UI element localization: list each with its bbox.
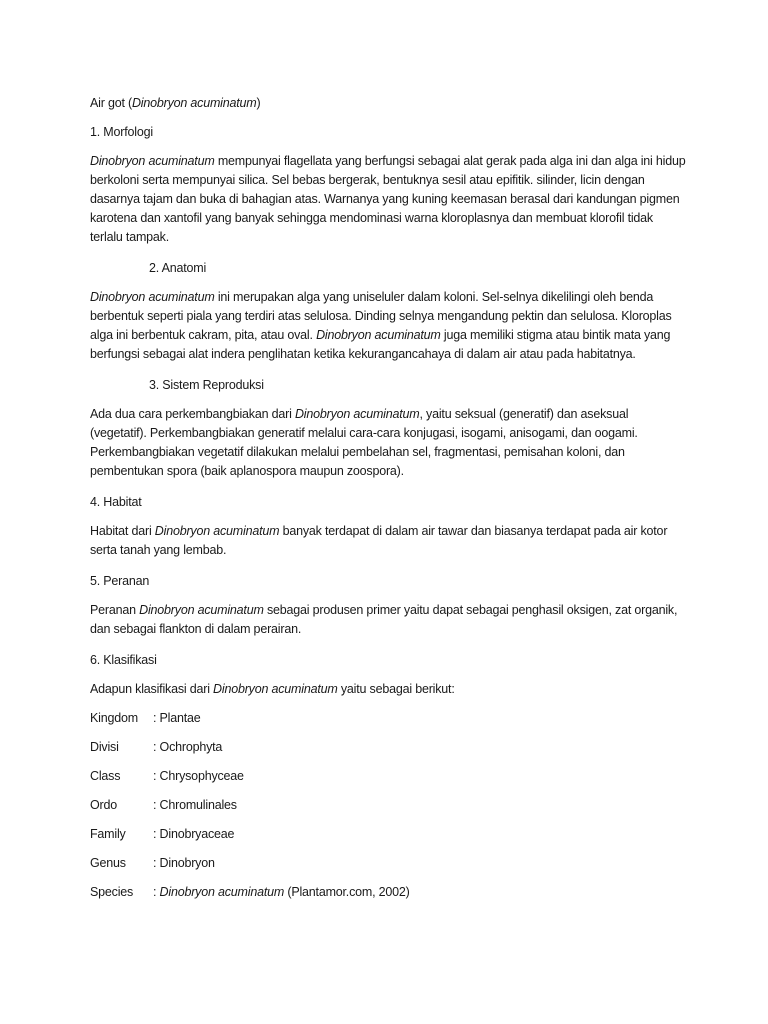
classification-value: : Plantae: [153, 711, 201, 725]
species-name: Dinobryon acuminatum: [213, 682, 338, 696]
classification-value: : Ochrophyta: [153, 740, 223, 754]
species-name: Dinobryon acuminatum: [159, 885, 285, 899]
classification-colon: :: [153, 885, 160, 899]
heading-habitat: 4. Habitat: [90, 495, 142, 509]
classification-row-ordo: [90, 796, 688, 815]
paragraph-klasifikasi-intro: [90, 680, 688, 699]
paragraph-habitat: [90, 522, 688, 560]
paragraph-text: Adapun klasifikasi dari: [90, 682, 214, 696]
heading-reproduksi: 3. Sistem Reproduksi: [149, 378, 264, 392]
classification-value: : Dinobryaceae: [153, 827, 235, 841]
heading-morfologi: 1. Morfologi: [90, 125, 153, 139]
species-name: Dinobryon acuminatum: [316, 328, 441, 342]
classification-rank: Ordo: [90, 798, 117, 812]
heading-anatomi: 2. Anatomi: [149, 261, 207, 275]
classification-row-species: [90, 883, 688, 902]
classification-row-family: [90, 825, 688, 844]
document-page: [90, 94, 688, 912]
title-suffix: ): [256, 96, 261, 110]
classification-rank: Species: [90, 885, 134, 899]
classification-list: [90, 709, 688, 902]
title-prefix: Air got (: [90, 96, 132, 110]
paragraph-text: ini merupakan alga yang uniseluler dalam koloni. Sel-selnya dikelilingi oleh benda berbentuk seperti piala yang terdiri atas selulosa. Dinding selnya mengandung pektin dan selulosa. Kloroplas alga ini berbentuk cakram, pita, atau oval.: [90, 290, 672, 342]
classification-value: [153, 883, 410, 902]
paragraph-peranan: [90, 601, 688, 639]
paragraph-text: , yaitu seksual (generatif) dan aseksual (vegetatif). Perkembangbiakan generatif melalui cara-cara konjugasi, isogami, anisogami, dan oogami. Perkembangbiakan vegetatif dilakukan melalui pembelahan sel, fragmentasi, pemisahan koloni, dan pembentukan spora (baik aplanospora maupun zoospora).: [90, 407, 638, 478]
paragraph-text: yaitu sebagai berikut:: [337, 682, 455, 696]
heading-klasifikasi: 6. Klasifikasi: [90, 653, 157, 667]
species-name: Dinobryon acuminatum: [90, 154, 215, 168]
classification-rank: Family: [90, 827, 126, 841]
classification-value: : Chromulinales: [153, 798, 237, 812]
species-name: Dinobryon acuminatum: [154, 524, 280, 538]
paragraph-text: Ada dua cara perkembangbiakan dari: [90, 407, 295, 421]
paragraph-morfologi: [90, 152, 688, 247]
classification-row-divisi: [90, 738, 688, 757]
title-species: Dinobryon acuminatum: [131, 96, 257, 110]
classification-rank: Class: [90, 769, 121, 783]
classification-row-genus: [90, 854, 688, 873]
classification-rank: Kingdom: [90, 711, 138, 725]
paragraph-anatomi: [90, 288, 688, 364]
citation: (Plantamor.com, 2002): [284, 885, 410, 899]
paragraph-text: Habitat dari: [90, 524, 155, 538]
classification-rank: Divisi: [90, 740, 119, 754]
classification-value: : Chrysophyceae: [153, 769, 244, 783]
species-name: Dinobryon acuminatum: [90, 290, 215, 304]
classification-rank: Genus: [90, 856, 126, 870]
classification-row-class: [90, 767, 688, 786]
paragraph-text: banyak terdapat di dalam air tawar dan biasanya terdapat pada air kotor serta tanah yang lembab.: [90, 524, 668, 557]
species-name: Dinobryon acuminatum: [139, 603, 264, 617]
species-name: Dinobryon acuminatum: [294, 407, 420, 421]
heading-peranan: 5. Peranan: [90, 574, 150, 588]
document-title: [90, 94, 688, 113]
classification-row-kingdom: [90, 709, 688, 728]
classification-value: : Dinobryon: [153, 856, 215, 870]
paragraph-text: mempunyai flagellata yang berfungsi sebagai alat gerak pada alga ini dan alga ini hidup berkoloni serta mempunyai silica. Sel bebas bergerak, bentuknya sesil atau epifitik. silinder, licin dengan dasarnya tajam dan buka di bahagian atas. Warnanya yang kuning keemasan berasal dari kandungan pigmen karotena dan xantofil yang banyak sehingga mendominasi warna kloroplasnya dan membuat klorofil tidak terlalu tampak.: [90, 154, 686, 244]
paragraph-text: Peranan: [90, 603, 140, 617]
paragraph-text: sebagai produsen primer yaitu dapat sebagai penghasil oksigen, zat organik, dan sebagai flankton di dalam perairan.: [90, 603, 678, 636]
paragraph-text: juga memiliki stigma atau bintik mata yang berfungsi sebagai alat indera penglihatan ketika kekurangancahaya di dalam air atau pada habitatnya.: [90, 328, 671, 361]
paragraph-reproduksi: [90, 405, 688, 481]
